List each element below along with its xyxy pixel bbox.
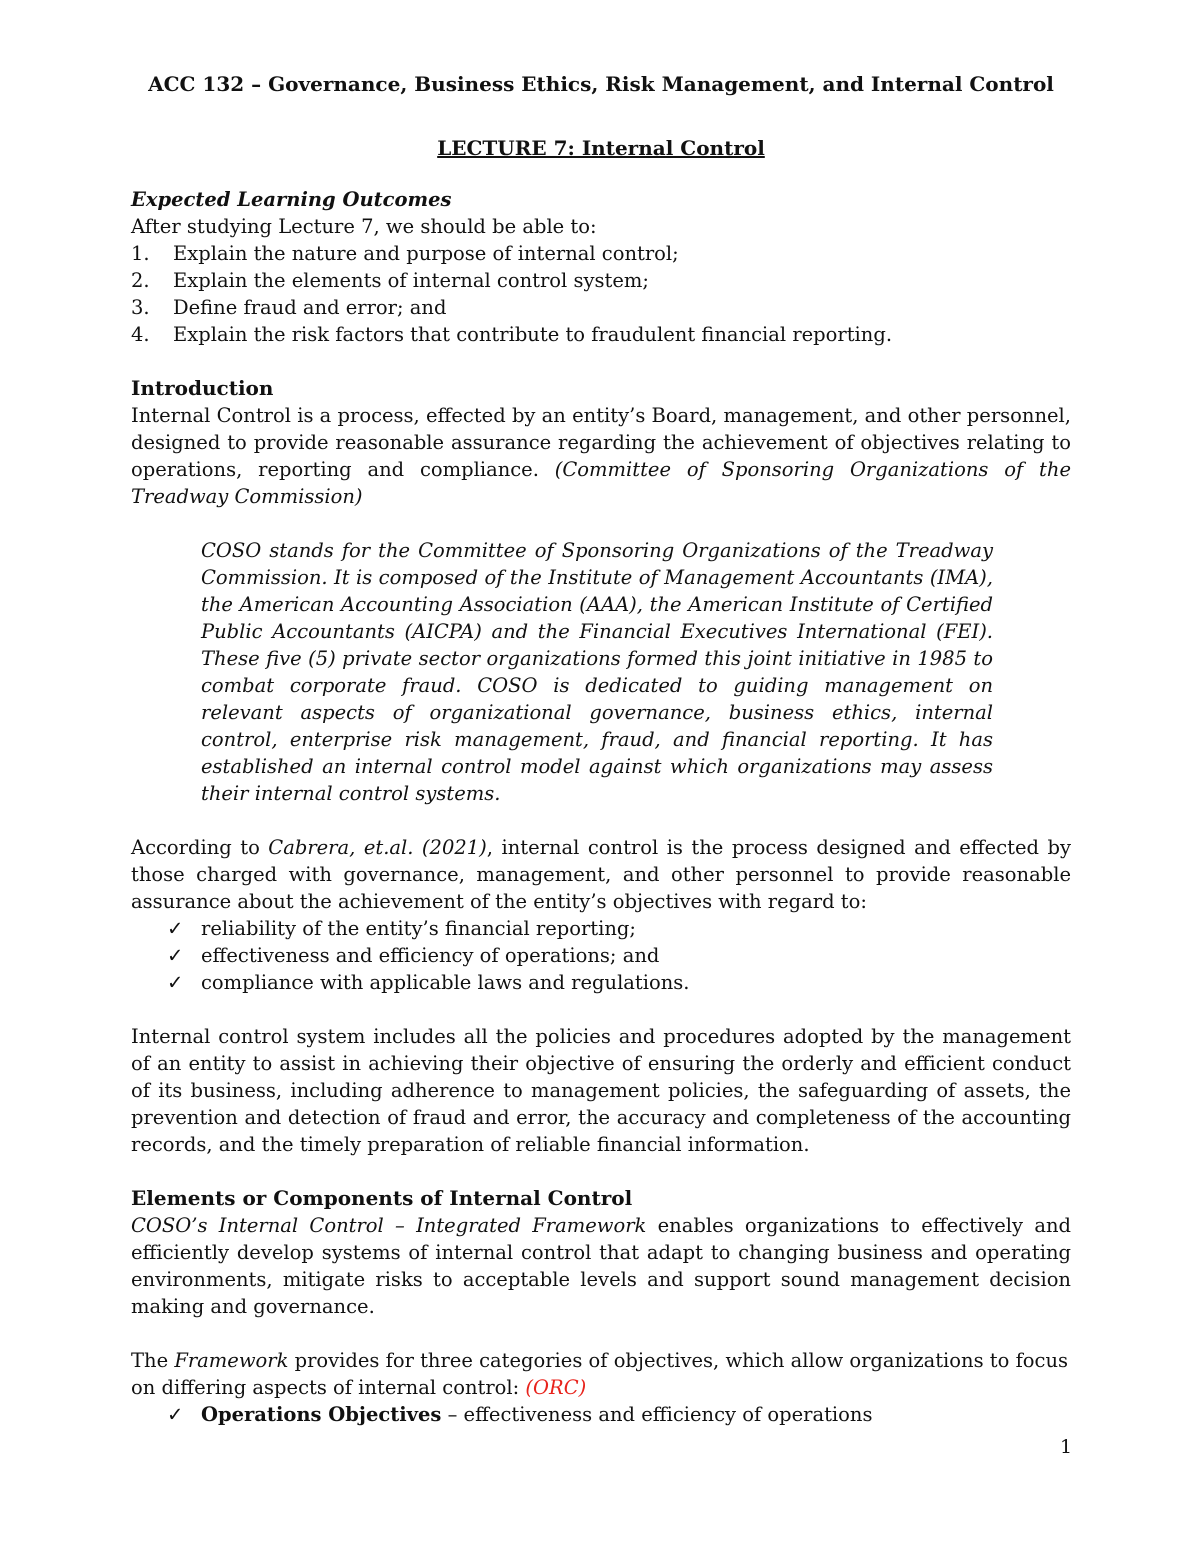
page-number: 1 [1060, 1436, 1073, 1458]
list-item [167, 1401, 1071, 1428]
objective-label: Operations Objectives [201, 1403, 442, 1426]
list-text: Explain the risk factors that contribute to fraudulent financial reporting. [173, 323, 893, 346]
coso-note: COSO stands for the Committee of Sponsoring Organizations of the Treadway Commission. It is composed of the Institute of Management Accountants (IMA), the American Accounting Association (AAA), the American Institute of Certified Public Accountants (AICPA) and the Financial Executives International (FEI). These five (5) private sector organizations formed this joint initiative in 1985 to combat corporate fraud. COSO is dedicated to guiding management on relevant aspects of organizational governance, business ethics, internal control, enterprise risk management, fraud, and financial reporting. It has established an internal control model against which organizations may assess their internal control systems. [201, 539, 993, 805]
learning-outcomes-list [131, 240, 1071, 348]
framework-term: Framework [174, 1349, 289, 1372]
objectives-checklist [131, 915, 1071, 996]
cabrera-paragraph [131, 834, 1071, 915]
list-item [131, 294, 1071, 321]
categories-paragraph [131, 1347, 1071, 1401]
list-number: 4. [131, 323, 150, 346]
learning-outcomes-heading: Expected Learning Outcomes [131, 188, 452, 211]
list-text: compliance with applicable laws and regulations. [201, 971, 690, 994]
cabrera-reference: Cabrera, et.al. (2021) [268, 836, 487, 859]
list-number: 3. [131, 296, 150, 319]
categories-text-post: provides for three categories of objectives, which allow organizations to focus on differing aspects of internal control: [131, 1349, 1069, 1399]
internal-control-system-paragraph: Internal control system includes all the policies and procedures adopted by the management of an entity to assist in achieving their objective of ensuring the orderly and efficient conduct of its business, including adherence to management policies, the safeguarding of assets, the prevention and detection of fraud and error, the accuracy and completeness of the accounting records, and the timely preparation of reliable financial information. [131, 1025, 1071, 1156]
list-item [167, 942, 1071, 969]
list-text: Explain the nature and purpose of internal control; [173, 242, 679, 265]
elements-heading: Elements or Components of Internal Control [131, 1186, 633, 1210]
list-text: Define fraud and error; and [173, 296, 447, 319]
introduction-paragraph [131, 402, 1071, 510]
list-number: 2. [131, 269, 150, 292]
categories-text-pre: The [131, 1349, 175, 1372]
introduction-heading: Introduction [131, 376, 274, 400]
cabrera-text-post: , internal control is the process designed and effected by those charged with governance, management, and other personnel to provide reasonable assurance about the achievement of the entity’s objectives with regard to: [131, 836, 1071, 913]
check-mark-icon: ✓ [167, 944, 184, 967]
introduction-citation: (Committee of Sponsoring Organizations of the Treadway Commission) [131, 458, 1071, 508]
list-text: Explain the elements of internal control system; [173, 269, 649, 292]
objective-categories-list [131, 1401, 1071, 1428]
list-text: effectiveness and efficiency of operations; and [201, 944, 660, 967]
introduction-text: Internal Control is a process, effected by an entity’s Board, management, and other personnel, designed to provide reasonable assurance regarding the achievement of objectives relating to operations, reporting and compliance. [131, 404, 1071, 481]
list-item [167, 915, 1071, 942]
cabrera-text-pre: According to [131, 836, 269, 859]
framework-name: COSO’s Internal Control – Integrated Framework [131, 1214, 647, 1237]
check-mark-icon: ✓ [167, 1403, 184, 1426]
orc-acronym: (ORC) [525, 1376, 587, 1399]
check-mark-icon: ✓ [167, 971, 184, 994]
framework-paragraph [131, 1212, 1071, 1320]
framework-text: enables organizations to effectively and efficiently develop systems of internal control that adapt to changing business and operating environments, mitigate risks to acceptable levels and support sound management decision making and governance. [131, 1214, 1071, 1318]
list-item [131, 240, 1071, 267]
list-item [167, 969, 1071, 996]
list-number: 1. [131, 242, 150, 265]
learning-outcomes-intro: After studying Lecture 7, we should be able to: [131, 215, 597, 238]
list-item [131, 267, 1071, 294]
objective-text: – effectiveness and efficiency of operations [441, 1403, 873, 1426]
check-mark-icon: ✓ [167, 917, 184, 940]
lecture-title: LECTURE 7: Internal Control [437, 136, 765, 160]
list-text: reliability of the entity’s financial reporting; [201, 917, 636, 940]
list-item [131, 321, 1071, 348]
course-title: ACC 132 – Governance, Business Ethics, Risk Management, and Internal Control [148, 72, 1054, 96]
document-page [131, 70, 1071, 1428]
